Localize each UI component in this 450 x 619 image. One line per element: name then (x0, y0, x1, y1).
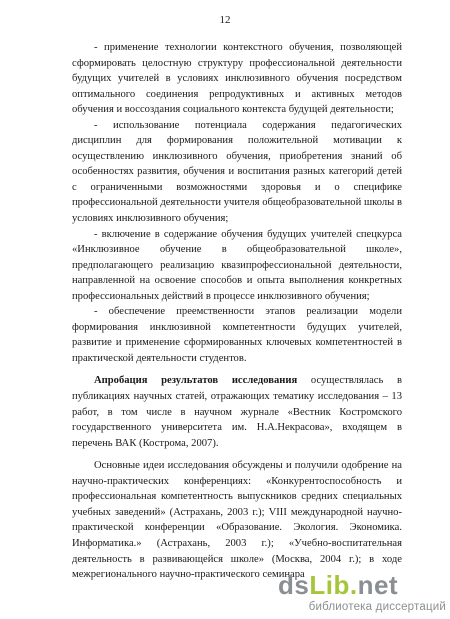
conferences-paragraph: Основные идеи исследования обсуждены и получили одобрение на научно-практических конференциях: «Конкурентоспособность и профессиональная компетентность выпускников средних специальных учебных заведений» (Астрахань, 2003 г.); VIII международной научно-практической конференции «Образование. Экология. Экономика. Информатика.» (Астрахань, 2003 г.); «Учебно-воспитательная деятельность в развивающейся школе» (Москва, 2004 г.); в ходе межрегионального научно-практического семинара (72, 460, 402, 581)
watermark-caption: библиотека диссертаций (308, 601, 446, 613)
approbation-paragraph (72, 373, 402, 451)
list-item: - использование потенциала содержания педагогических дисциплин для формирования положительной мотивации к осуществлению инклюзивного обучения, приобретения знаний об особенностях развития, обучения и воспитания разных категорий детей с ограниченными возможностями здоровья и о специфике профессиональной деятельности учителя общеобразовательной школы в условиях инклюзивного обучения; (72, 119, 402, 225)
list-item: - включение в содержание обучения будущих учителей спецкурса «Инклюзивное обучение в общеобразовательной школе», предполагающего реализацию квазипрофессиональной деятельности, направленной на освоение способов и опыта выполнения конкретных профессиональных действий в процессе инклюзивного обучения; (72, 228, 402, 302)
watermark (270, 570, 446, 616)
list-item: - применение технологии контекстного обучения, позволяющей сформировать целостную структуру профессиональной деятельности будущих учителей в условиях инклюзивного обучения посредством оптимального соединения репродуктивных и активных методов обучения и воссоздания социального контекста будущей деятельности; (72, 42, 402, 116)
approbation-heading: Апробация результатов исследования (94, 375, 298, 387)
approbation-text: осуществлялась в публикациях научных статей, отражающих тематику исследования – 13 работ, в том числе в научном журнале «Вестник Костромского государственного университета им. Н.А.Некрасова», входящем в перечень ВАК (Кострома, 2007). (72, 375, 402, 449)
dslib-logo: dsLib.net (278, 570, 399, 600)
document-body (72, 40, 402, 583)
page-number: 12 (219, 14, 231, 26)
list-item: - обеспечение преемственности этапов реализации модели формирования инклюзивной компетентности будущих учителей, развитие и применение сформированных ключевых компетентностей в практической деятельности студентов. (72, 306, 402, 364)
